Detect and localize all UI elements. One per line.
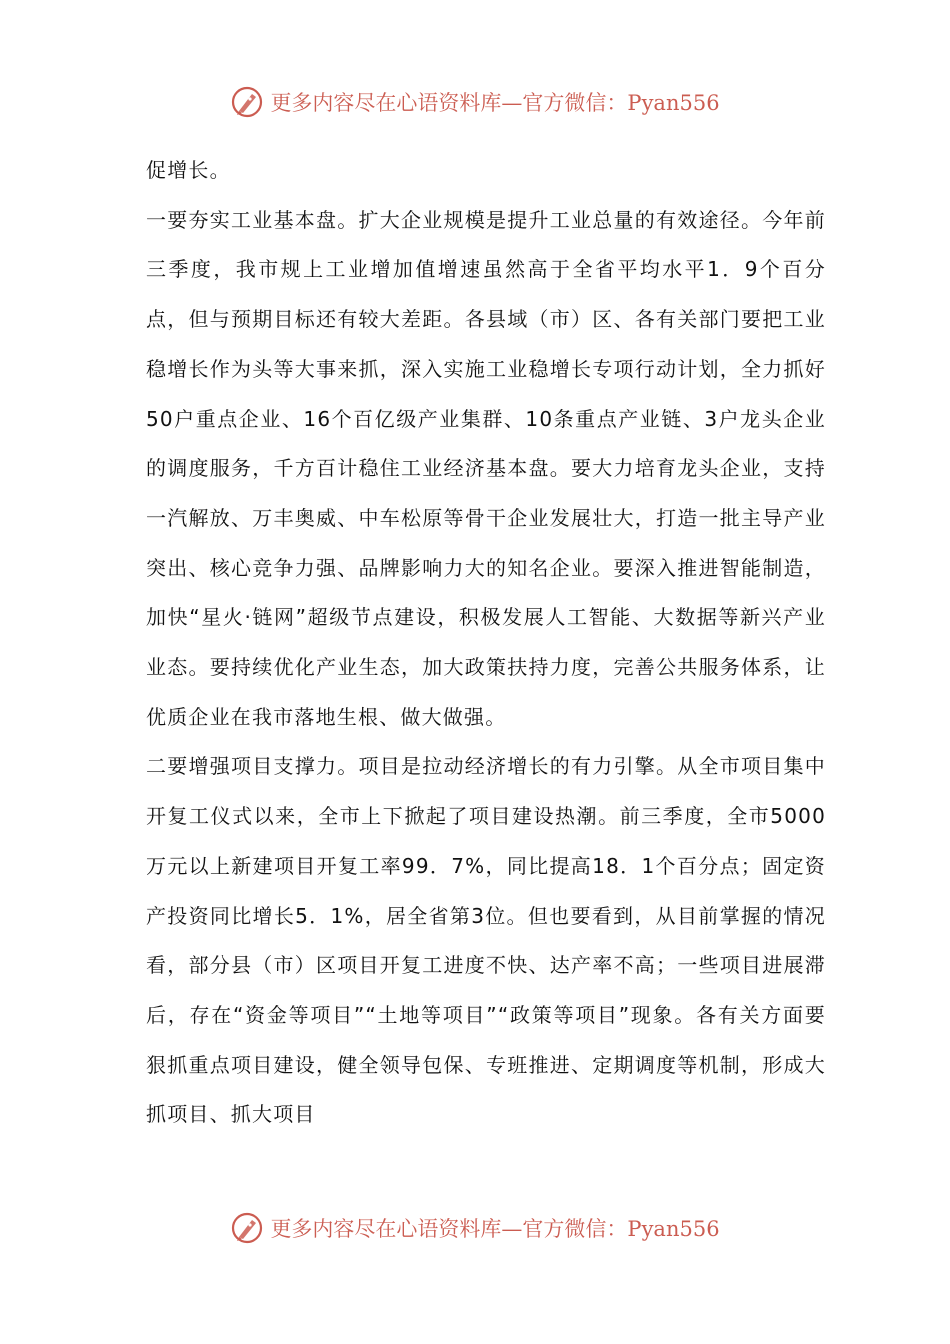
document-body xyxy=(146,146,826,1140)
watermark-text: 更多内容尽在心语资料库—官方微信：Pyan556 xyxy=(270,91,720,115)
watermark-footer xyxy=(0,1208,950,1248)
pen-nib-circle-icon xyxy=(230,1211,264,1245)
paragraph-continuation: 促增长。 xyxy=(146,158,231,182)
watermark-text: 更多内容尽在心语资料库—官方微信：Pyan556 xyxy=(270,1217,720,1241)
paragraph-projects: 二要增强项目支撑力。项目是拉动经济增长的有力引擎。从全市项目集中开复工仪式以来，全市上下掀起了项目建设热潮。前三季度，全市5000万元以上新建项目开复工率99．7%，同比提高18．1个百分点；固定资产投资同比增长5．1%，居全省第3位。但也要看到，从目前掌握的情况看，部分县（市）区项目开复工进度不快、达产率不高；一些项目进展滞后，存在“资金等项目”“土地等项目”“政策等项目”现象。各有关方面要狠抓重点项目建设，健全领导包保、专班推进、定期调度等机制，形成大抓项目、抓大项目 xyxy=(146,754,826,1127)
paragraph-industry: 一要夯实工业基本盘。扩大企业规模是提升工业总量的有效途径。今年前三季度，我市规上工业增加值增速虽然高于全省平均水平1．9个百分点，但与预期目标还有较大差距。各县域（市）区、各有关部门要把工业稳增长作为头等大事来抓，深入实施工业稳增长专项行动计划，全力抓好50户重点企业、16个百亿级产业集群、10条重点产业链、3户龙头企业的调度服务，千方百计稳住工业经济基本盘。要大力培育龙头企业，支持一汽解放、万丰奥威、中车松原等骨干企业发展壮大，打造一批主导产业突出、核心竞争力强、品牌影响力大的知名企业。要深入推进智能制造，加快“星火·链网”超级节点建设，积极发展人工智能、大数据等新兴产业业态。要持续优化产业生态，加大政策扶持力度，完善公共服务体系，让优质企业在我市落地生根、做大做强。 xyxy=(146,207,826,729)
watermark-header xyxy=(0,82,950,122)
pen-nib-circle-icon xyxy=(230,85,264,119)
